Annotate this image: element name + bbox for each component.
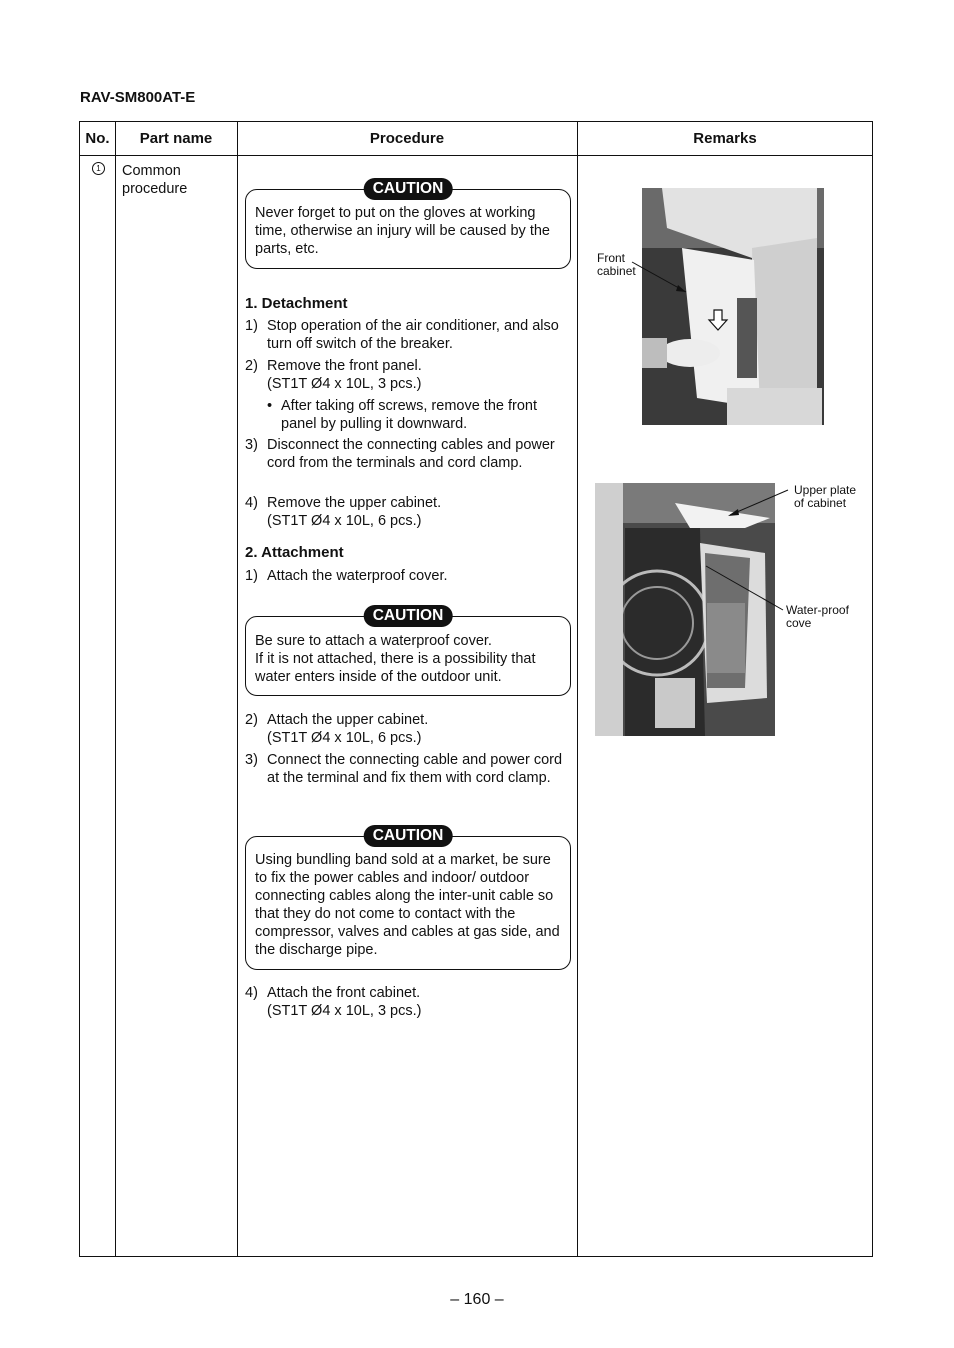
callout-waterproof-cover: Water-proof cove <box>786 603 849 630</box>
detach-bullet: • After taking off screws, remove the front panel by pulling it downward. <box>267 398 538 432</box>
caution-badge: CAUTION <box>364 605 453 627</box>
caution-text-line-1: Be sure to attach a waterproof cover. <box>255 633 492 649</box>
header-procedure: Procedure <box>369 130 445 147</box>
detach-step-1: 1) Stop operation of the air conditioner, and also turn off switch of the breaker. <box>245 318 559 352</box>
caution-text-line-2: If it is not attached, there is a possibility that water enters inside of the outdoor unit. <box>255 651 536 685</box>
header-no: No. <box>85 130 110 147</box>
attach-step-4: 4) Attach the front cabinet. (ST1T Ø4 x 10L, 3 pcs.) <box>245 985 422 1019</box>
callout-front-cabinet: Front cabinet <box>597 251 636 278</box>
row-number: 1 <box>92 162 105 175</box>
attach-step-1: 1) Attach the waterproof cover. <box>245 568 448 584</box>
header-remarks: Remarks <box>693 130 757 147</box>
attach-step-3: 3) Connect the connecting cable and power cord at the terminal and fix them with cord clamp. <box>245 752 563 786</box>
caution-badge: CAUTION <box>364 178 453 200</box>
callout-upper-plate: Upper plate of cabinet <box>794 483 857 510</box>
caution-text: Never forget to put on the gloves at working time, otherwise an injury will be caused by the parts, etc. <box>255 205 550 257</box>
page-number: – 160 – <box>450 1291 504 1308</box>
detach-step-2: 2) Remove the front panel. (ST1T Ø4 x 10L, 3 pcs.) <box>245 358 422 392</box>
caution-text: Using bundling band sold at a market, be sure to fix the power cables and indoor/ outdoor connecting cables along the inter-unit cable so that they do not come to contact with the compressor, valves and cables at gas side, and the discharge pipe. <box>255 852 560 958</box>
model-number: RAV-SM800AT-E <box>80 89 196 106</box>
part-name: Common procedure <box>122 163 188 197</box>
attach-step-2: 2) Attach the upper cabinet. (ST1T Ø4 x 10L, 6 pcs.) <box>245 712 429 746</box>
detachment-title: 1. Detachment <box>245 295 348 312</box>
header-part-name: Part name <box>139 130 213 147</box>
detach-step-3: 3) Disconnect the connecting cables and power cord from the terminals and cord clamp. <box>245 437 555 471</box>
attachment-title: 2. Attachment <box>245 544 344 561</box>
detach-step-4: 4) Remove the upper cabinet. (ST1T Ø4 x 10L, 6 pcs.) <box>245 495 442 529</box>
caution-badge: CAUTION <box>364 825 453 847</box>
